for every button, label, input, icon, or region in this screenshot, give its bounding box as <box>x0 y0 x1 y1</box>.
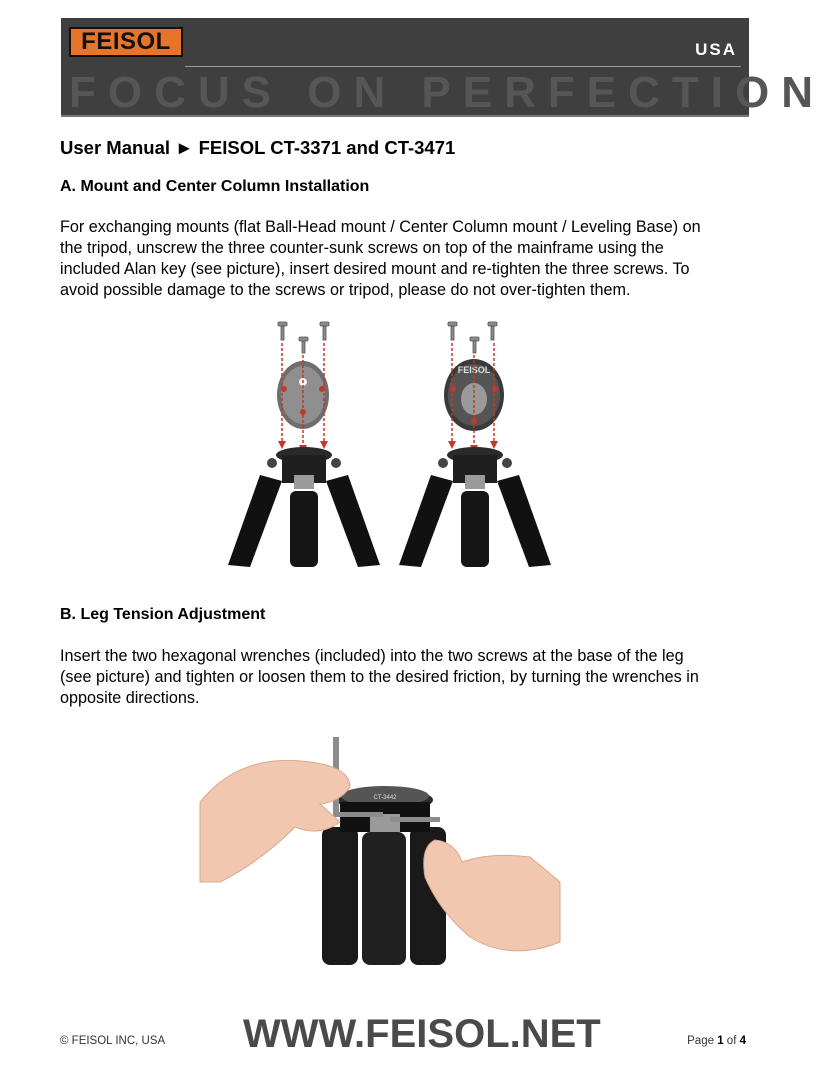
footer-copyright: © FEISOL INC, USA <box>60 1035 166 1047</box>
banner-divider <box>185 66 741 67</box>
section-a-line: For exchanging mounts (flat Ball-Head mount / Center Column mount / Leveling Base) on <box>60 218 701 236</box>
page-prefix: Page <box>687 1035 714 1047</box>
slogan: FOCUS ON PERFECTION <box>69 68 825 117</box>
section-b-heading: B. Leg Tension Adjustment <box>60 606 266 623</box>
page-total: 4 <box>739 1035 746 1047</box>
section-b-paragraph <box>60 646 740 709</box>
head-model-label: CT-3442 <box>373 795 397 801</box>
leg-tension-figure <box>200 732 560 967</box>
mount-installation-figure <box>220 315 560 570</box>
section-a-paragraph <box>60 217 740 301</box>
header-banner <box>61 18 825 117</box>
section-a-heading: A. Mount and Center Column Installation <box>60 178 370 195</box>
page-number <box>687 1035 746 1047</box>
section-b-line: (see picture) and tighten or loosen them to the desired friction, by turning the wrenches in <box>60 668 699 686</box>
country-label: USA <box>695 40 737 59</box>
footer-website[interactable]: WWW.FEISOL.NET <box>243 1012 601 1056</box>
section-b-line: opposite directions. <box>60 689 200 707</box>
section-a-line: the tripod, unscrew the three counter-sunk screws on top of the mainframe using the <box>60 239 664 257</box>
section-a-line: included Alan key (see picture), insert desired mount and re-tighten the three screws. To <box>60 260 690 278</box>
section-a-line: avoid possible damage to the screws or tripod, please do not over-tighten them. <box>60 281 631 299</box>
feisol-logo <box>69 27 183 57</box>
page-separator: of <box>726 1035 737 1047</box>
tripod-column-mount <box>399 322 551 567</box>
brand-name: FEISOL <box>81 28 171 55</box>
tripod-flat-mount <box>228 322 380 567</box>
page-title: User Manual ► FEISOL CT-3371 and CT-3471 <box>60 137 456 158</box>
section-b-line: Insert the two hexagonal wrenches (included) into the two screws at the base of the leg <box>60 647 684 665</box>
page-current: 1 <box>717 1035 724 1047</box>
plate-brand-label: FEISOL <box>457 365 491 375</box>
